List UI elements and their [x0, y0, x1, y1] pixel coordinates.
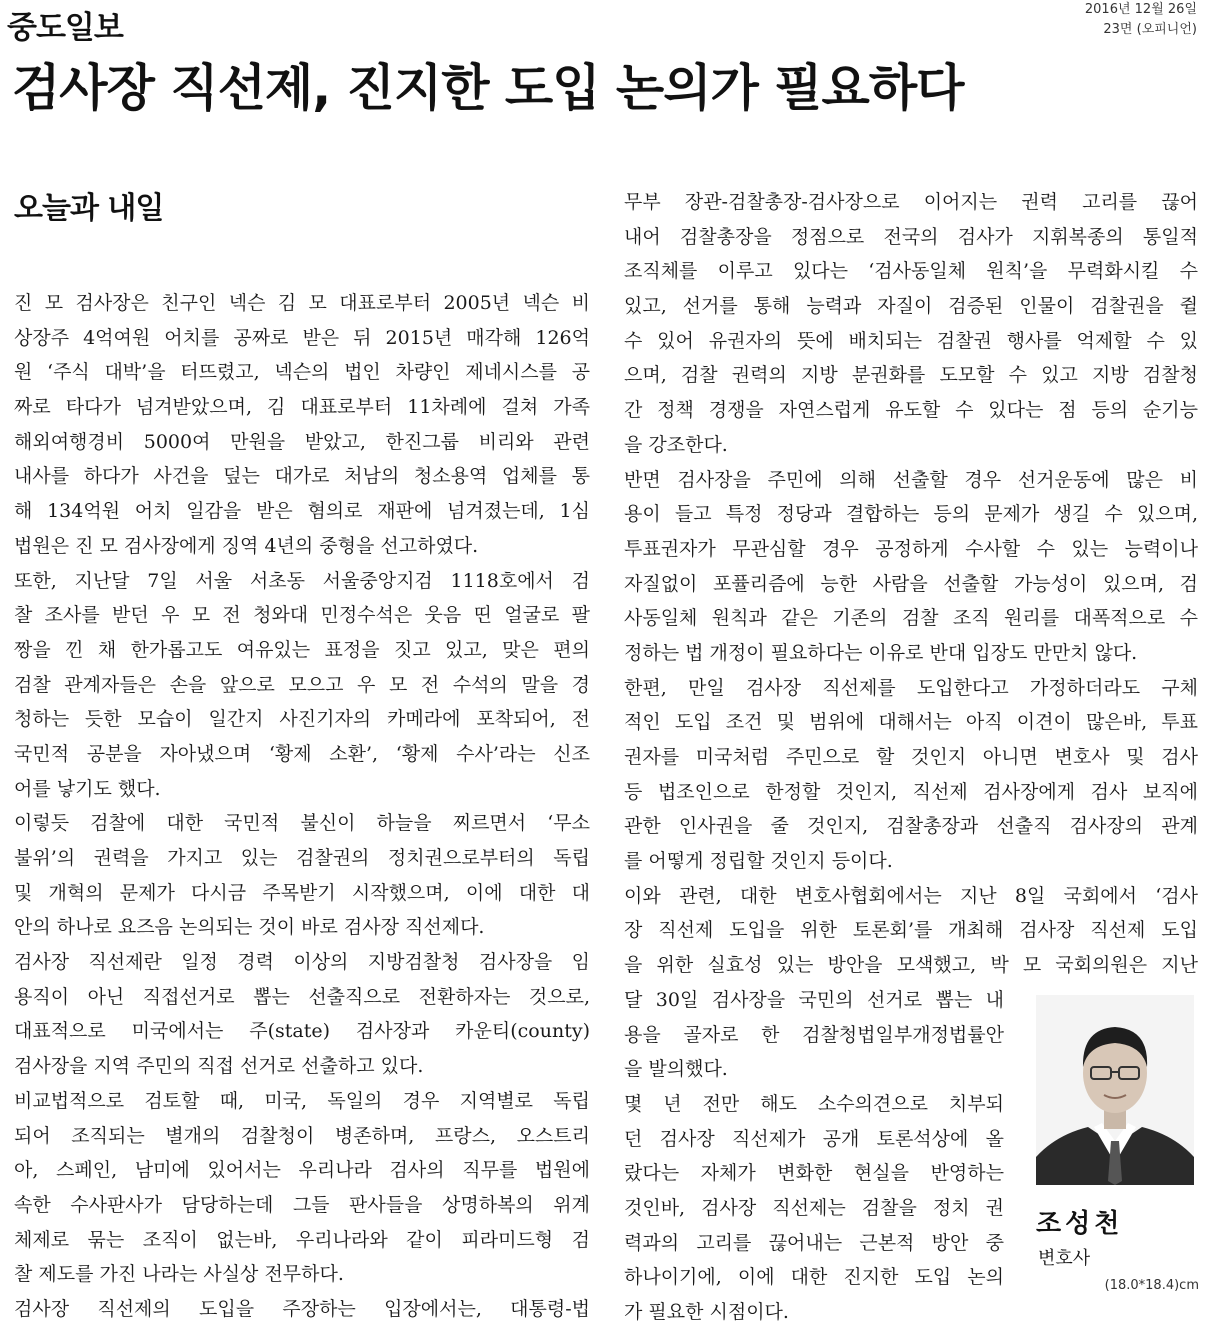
text-line: 상장주 4억여원 어치를 공짜로 받은 뒤 2015년 매각해 126억 — [14, 326, 590, 349]
text-line: 간 정책 경쟁을 자연스럽게 유도할 수 있다는 점 등의 순기능 — [624, 399, 1198, 422]
text-line: 을 강조한다. — [624, 433, 728, 456]
article-size-note: (18.0*18.4)cm — [1104, 1278, 1199, 1293]
text-line: 안의 하나로 요즈음 논의되는 것이 바로 검사장 직선제다. — [14, 916, 485, 939]
text-line: 반면 검사장을 주민에 의해 선출할 경우 선거운동에 많은 비 — [624, 468, 1198, 491]
author-title: 변호사 — [1038, 1248, 1091, 1269]
page-section: 23면 (오피니언) — [1103, 22, 1197, 37]
text-line: 원 ‘주식 대박’을 터뜨렸고, 넥슨의 법인 차량인 제네시스를 공 — [14, 361, 590, 384]
text-line: 가 필요한 시점이다. — [624, 1301, 789, 1323]
text-line: 해외여행경비 5000여 만원을 받았고, 한진그룹 비리와 관련 — [14, 430, 590, 453]
text-line: 대표적으로 미국에서는 주(state) 검사장과 카운티(county) — [14, 1020, 590, 1043]
text-line: 던 검사장 직선제가 공개 토론석상에 올 — [624, 1127, 1004, 1150]
column-section-title: 오늘과 내일 — [14, 191, 164, 226]
text-line: 되어 조직되는 별개의 검찰청이 병존하며, 프랑스, 오스트리 — [14, 1124, 590, 1147]
text-line: 속한 수사판사가 담당하는데 그들 판사들을 상명하복의 위계 — [14, 1193, 590, 1216]
text-line: 한편, 만일 검사장 직선제를 도입한다고 가정하더라도 구체 — [624, 676, 1198, 699]
text-line: 으며, 검찰 권력의 지방 분권화를 도모할 수 있고 지방 검찰청 — [624, 364, 1198, 387]
text-line: 및 개혁의 문제가 다시금 주목받기 시작했으며, 이에 대한 대 — [14, 881, 590, 904]
text-line: 내사를 하다가 사건을 덮는 대가로 처남의 청소용역 업체를 통 — [14, 465, 590, 488]
text-line: 비교법적으로 검토할 때, 미국, 독일의 경우 지역별로 독립 — [14, 1089, 590, 1112]
text-line: 을 위한 실효성 있는 방안을 모색했고, 박 모 국회의원은 지난 — [624, 954, 1198, 977]
text-line: 투표권자가 무관심할 경우 공정하게 수사할 수 있는 능력이나 — [624, 537, 1198, 560]
text-line: 짱을 낀 채 한가롭고도 여유있는 표정을 짓고 있고, 맞은 편의 — [14, 638, 590, 661]
article-headline: 검사장 직선제, 진지한 도입 논의가 필요하다 — [12, 59, 964, 117]
text-line: 를 어떻게 정립할 것인지 등이다. — [624, 850, 893, 873]
text-line: 용직이 아닌 직접선거로 뽑는 선출직으로 전환하자는 것으로, — [14, 985, 590, 1008]
text-line: 몇 년 전만 해도 소수의견으로 치부되 — [624, 1092, 1004, 1115]
text-line: 아, 스페인, 남미에 있어서는 우리나라 검사의 직무를 법원에 — [14, 1159, 590, 1182]
text-line: 이와 관련, 대한 변호사협회에서는 지난 8일 국회에서 ‘검사 — [624, 884, 1198, 907]
text-line: 검사장을 지역 주민의 직접 선거로 선출하고 있다. — [14, 1055, 424, 1078]
author-portrait-icon — [1036, 995, 1194, 1185]
text-line: 국민적 공분을 자아냈으며 ‘황제 소환’, ‘황제 수사’라는 신조 — [14, 742, 590, 765]
article-column-left — [14, 286, 590, 1327]
text-line: 달 30일 검사장을 국민의 선거로 뽑는 내 — [624, 988, 1004, 1011]
text-line: 법원은 진 모 검사장에게 징역 4년의 중형을 선고하였다. — [14, 534, 479, 557]
newspaper-masthead: 중도일보 — [7, 10, 123, 46]
text-line: 수 있어 유권자의 뜻에 배치되는 검찰권 행사를 억제할 수 있 — [624, 329, 1198, 352]
text-line: 정하는 법 개정이 필요하다는 이유로 반대 입장도 만만치 않다. — [624, 641, 1138, 664]
text-line: 짜로 타다가 넘겨받았으며, 김 대표로부터 11차례에 걸쳐 가족 — [14, 396, 590, 419]
text-line: 용을 골자로 한 검찰청법일부개정법률안 — [624, 1023, 1004, 1046]
text-line: 용이 들고 특정 정당과 결합하는 등의 문제가 생길 수 있으며, — [624, 503, 1198, 526]
text-line: 력과의 고리를 끊어내는 근본적 방안 중 — [624, 1231, 1004, 1254]
text-line: 등 법조인으로 한정할 것인지, 직선제 검사장에게 검사 보직에 — [624, 780, 1198, 803]
text-line: 하나이기에, 이에 대한 진지한 도입 논의 — [624, 1266, 1004, 1289]
author-name: 조성천 — [1036, 1209, 1124, 1239]
text-line: 체제로 묶는 조직이 없는바, 우리나라와 같이 피라미드형 검 — [14, 1228, 590, 1251]
text-line: 적인 도입 조건 및 범위에 대해서는 아직 이견이 많은바, 투표 — [624, 711, 1198, 734]
text-line: 을 발의했다. — [624, 1058, 728, 1081]
text-line: 관한 인사권을 줄 것인지, 검찰총장과 선출직 검사장의 관계 — [624, 815, 1198, 838]
text-line: 권자를 미국처럼 주민으로 할 것인지 아니면 변호사 및 검사 — [624, 746, 1198, 768]
text-line: 어를 낳기도 했다. — [14, 777, 161, 800]
text-line: 있고, 선거를 통해 능력과 자질이 검증된 인물이 검찰권을 쥘 — [624, 295, 1198, 318]
text-line: 또한, 지난달 7일 서울 서초동 서울중앙지검 1118호에서 검 — [14, 569, 590, 592]
author-photo — [1036, 995, 1194, 1185]
text-line: 자질없이 포퓰리즘에 능한 사람을 선출할 가능성이 있으며, 검 — [624, 572, 1198, 595]
text-line: 무부 장관-검찰총장-검사장으로 이어지는 권력 고리를 끊어 — [624, 191, 1198, 213]
text-line: 찰 조사를 받던 우 모 전 청와대 민정수석은 웃음 띤 얼굴로 팔 — [14, 604, 590, 627]
text-line: 진 모 검사장은 친구인 넥슨 김 모 대표로부터 2005년 넥슨 비 — [14, 292, 590, 314]
text-line: 이렇듯 검찰에 대한 국민적 불신이 하늘을 찌르면서 ‘무소 — [14, 812, 590, 835]
text-line: 검찰 관계자들은 손을 앞으로 모으고 우 모 전 수석의 말을 경 — [14, 673, 590, 696]
text-line: 해 134억원 어치 일감을 받은 혐의로 재판에 넘겨졌는데, 1심 — [14, 500, 590, 523]
text-line: 조직체를 이루고 있다는 ‘검사동일체 원칙’을 무력화시킬 수 — [624, 260, 1198, 283]
text-line: 랐다는 자체가 변화한 현실을 반영하는 — [624, 1162, 1004, 1185]
text-line: 검사장 직선제의 도입을 주장하는 입장에서는, 대통령-법 — [14, 1297, 590, 1320]
publication-date: 2016년 12월 26일 — [1084, 2, 1197, 17]
text-line: 내어 검찰총장을 정점으로 전국의 검사가 지휘복종의 통일적 — [624, 225, 1198, 248]
text-line: 불위’의 권력을 가지고 있는 검찰권의 정치권으로부터의 독립 — [14, 847, 590, 869]
text-line: 사동일체 원칙과 같은 기존의 검찰 조직 원리를 대폭적으로 수 — [624, 607, 1198, 630]
text-line: 검사장 직선제란 일정 경력 이상의 지방검찰청 검사장을 임 — [14, 951, 590, 974]
text-line: 청하는 듯한 모습이 일간지 사진기자의 카메라에 포착되어, 전 — [14, 708, 590, 731]
text-line: 것인바, 검사장 직선제는 검찰을 정치 권 — [624, 1196, 1004, 1219]
publication-info — [1085, 0, 1197, 40]
text-line: 장 직선제 도입을 위한 토론회’를 개최해 검사장 직선제 도입 — [624, 919, 1198, 942]
text-line: 찰 제도를 가진 나라는 사실상 전무하다. — [14, 1263, 344, 1286]
